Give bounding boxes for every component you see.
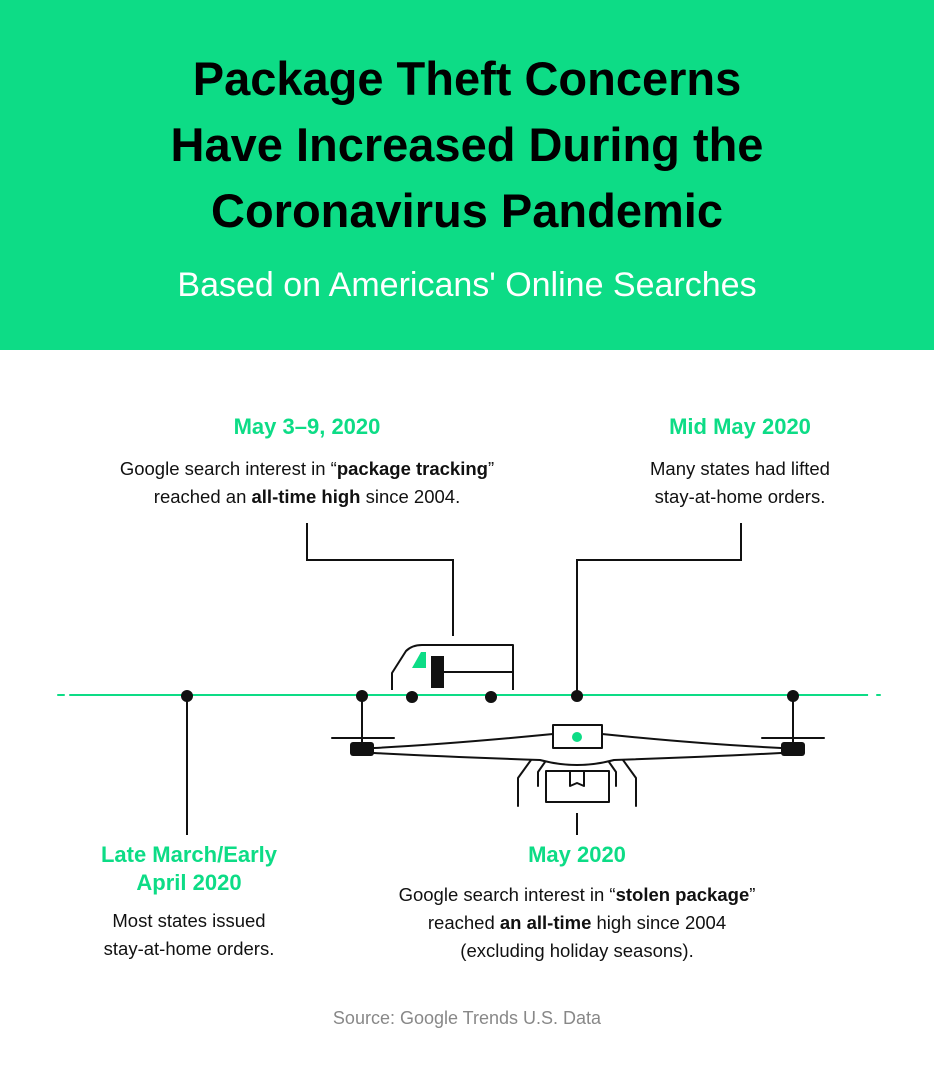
event-may-3-9-date: May 3–9, 2020	[233, 414, 381, 439]
desc-text: ”	[487, 458, 495, 479]
truck-front-wheel	[406, 691, 418, 703]
desc-text: stay-at-home orders.	[654, 486, 826, 507]
package-outline	[546, 771, 609, 802]
drone-camera-lens	[572, 732, 582, 742]
timeline-illustration	[0, 380, 934, 840]
connector-mid-may	[577, 523, 741, 692]
drone-leg-inner-left	[538, 762, 545, 786]
desc-text: Many states had lifted	[650, 458, 830, 479]
desc-text: Google search interest in “	[398, 884, 616, 905]
highlight-package-tracking: package tracking	[336, 458, 488, 479]
page-subtitle: Based on Americans' Online Searches	[177, 266, 757, 304]
desc-text: ”	[749, 884, 756, 905]
package-box-icon	[546, 771, 609, 802]
event-may-2020-description	[327, 881, 827, 965]
event-mid-may-date: Mid May 2020	[669, 414, 811, 439]
drone-leg-inner-right	[609, 762, 616, 786]
truck-rear-wheel	[485, 691, 497, 703]
event-late-march-description	[39, 907, 339, 963]
connector-may-3-9	[307, 523, 453, 636]
desc-text: high since 2004	[591, 912, 727, 933]
date-line: April 2020	[136, 870, 242, 895]
source-note: Source: Google Trends U.S. Data	[332, 1008, 602, 1028]
marker-may-2020	[571, 690, 583, 702]
drone-motor-left	[350, 742, 374, 756]
marker-late-march	[181, 690, 193, 702]
event-late-march-date	[39, 841, 339, 897]
drone-leg-outer-right	[623, 760, 636, 806]
title-line-1: Package Theft Concerns	[192, 52, 742, 105]
desc-text: Most states issued	[112, 910, 266, 931]
title-line-3: Coronavirus Pandemic	[211, 184, 723, 237]
desc-text: since 2004.	[360, 486, 461, 507]
truck-window	[412, 652, 426, 668]
highlight-all-time-high: all-time high	[251, 486, 361, 507]
desc-text: (excluding holiday seasons).	[460, 940, 694, 961]
truck-body	[392, 645, 513, 690]
desc-text: reached	[427, 912, 500, 933]
desc-text: Google search interest in “	[119, 458, 337, 479]
event-may-2020-date: May 2020	[528, 842, 626, 867]
package-tape	[570, 771, 584, 786]
drone-arm-lower	[374, 753, 781, 765]
drone-leg-outer-left	[518, 760, 531, 806]
connector-lines	[187, 523, 741, 835]
title-line-2: Have Increased During the	[170, 118, 764, 171]
header-banner	[0, 0, 934, 350]
highlight-stolen-package: stolen package	[615, 884, 750, 905]
highlight-an-all-time: an all-time	[499, 912, 592, 933]
desc-text: stay-at-home orders.	[103, 938, 275, 959]
page-title	[0, 46, 934, 244]
drone-motor-right	[781, 742, 805, 756]
delivery-drone-icon	[332, 690, 824, 806]
truck-door	[431, 656, 444, 688]
desc-text: reached an	[153, 486, 252, 507]
date-line: Late March/Early	[100, 842, 278, 867]
